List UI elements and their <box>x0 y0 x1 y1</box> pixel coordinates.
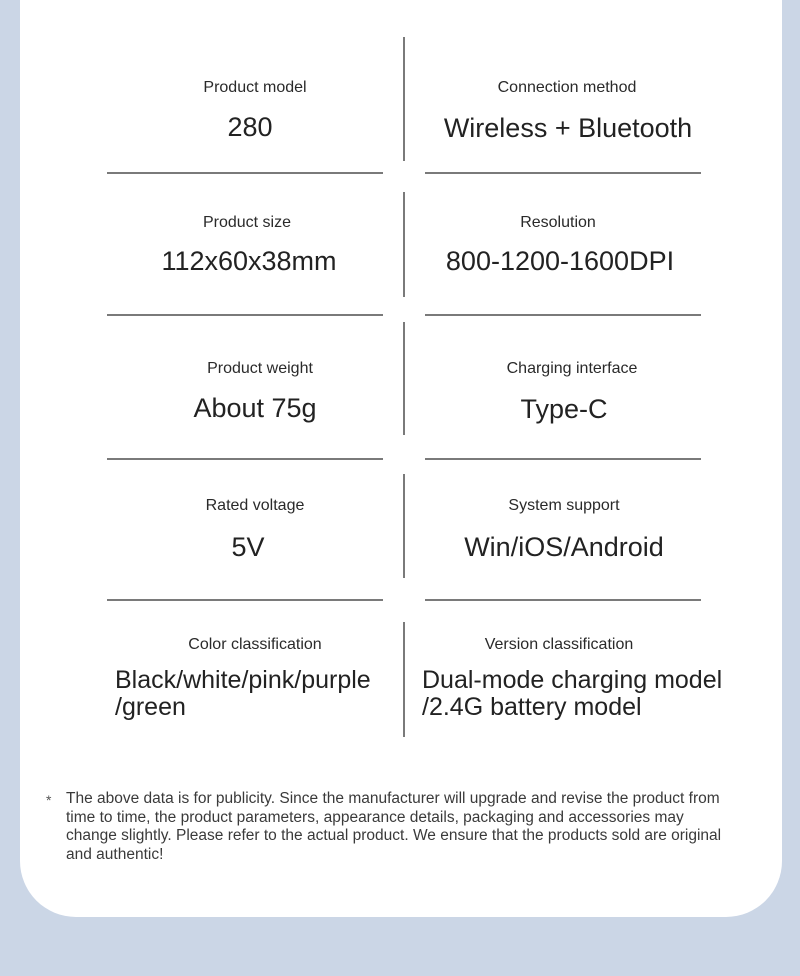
spec-label: Product size <box>202 214 292 231</box>
spec-label: Resolution <box>520 214 596 231</box>
spec-label: Color classification <box>188 636 322 653</box>
row-separator <box>425 458 701 460</box>
spec-value-line: /green <box>115 693 186 721</box>
spec-label: Connection method <box>497 79 637 96</box>
spec-value: 5V <box>231 532 265 562</box>
disclaimer <box>46 790 736 864</box>
row-separator <box>425 599 701 601</box>
spec-value: Win/iOS/Android <box>464 532 664 562</box>
spec-value: 112x60x38mm <box>161 246 337 276</box>
asterisk-icon: * <box>46 792 52 808</box>
column-divider <box>403 37 405 161</box>
spec-value-line: Black/white/pink/purple <box>115 666 371 694</box>
disclaimer-text: The above data is for publicity. Since the manufacturer will upgrade and revise the product from time to time, the product parameters, appearance details, packaging and accessories may change slightly. Please refer to the actual product. We ensure that the products sold are original and authentic! <box>66 790 722 863</box>
spec-value <box>422 667 752 721</box>
row-separator <box>107 458 383 460</box>
column-divider <box>403 192 405 297</box>
spec-value: Wireless + Bluetooth <box>443 113 693 143</box>
spec-value: 280 <box>227 112 273 142</box>
column-divider <box>403 474 405 578</box>
row-separator <box>107 172 383 174</box>
spec-value: Type-C <box>520 394 608 424</box>
spec-label: Product weight <box>207 360 313 377</box>
spec-value <box>115 667 400 721</box>
row-separator <box>107 314 383 316</box>
spec-value-line: /2.4G battery model <box>422 693 642 721</box>
spec-label: Charging interface <box>506 360 638 377</box>
spec-label: Rated voltage <box>205 497 305 514</box>
spec-value-line: Dual-mode charging model <box>422 666 723 694</box>
spec-label: Product model <box>203 79 307 96</box>
spec-label: System support <box>508 497 620 514</box>
spec-label: Version classification <box>484 636 634 653</box>
spec-value: 800-1200-1600DPI <box>445 246 675 276</box>
row-separator <box>107 599 383 601</box>
row-separator <box>425 314 701 316</box>
spec-value: About 75g <box>193 393 317 423</box>
row-separator <box>425 172 701 174</box>
